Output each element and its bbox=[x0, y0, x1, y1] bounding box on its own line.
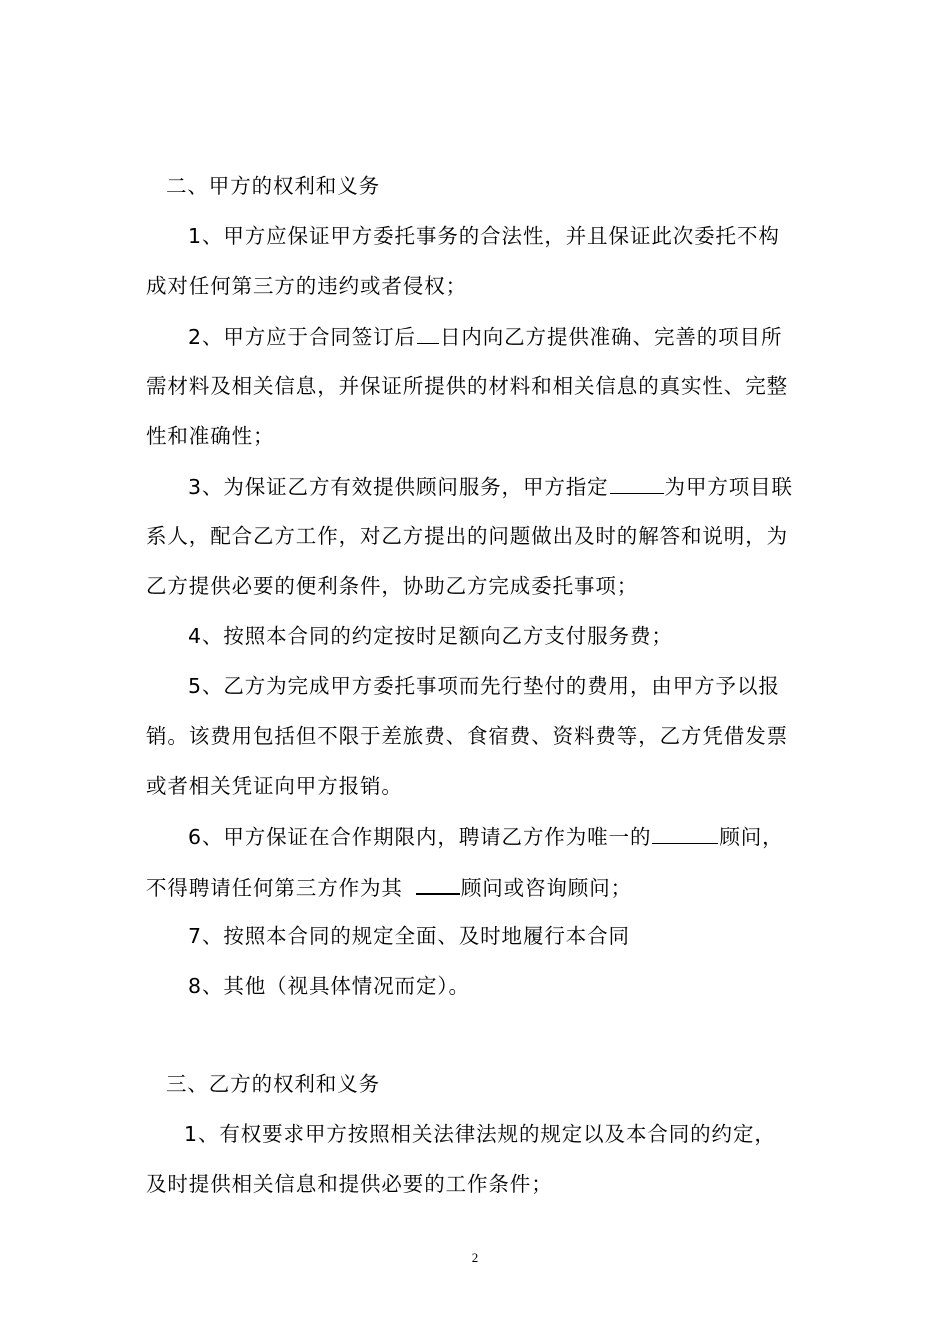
clause-2-line-1 bbox=[188, 321, 858, 351]
clause-5-line-1: 5、乙方为完成甲方委托事项而先行垫付的费用，由甲方予以报 bbox=[188, 674, 780, 698]
clause-2-text-a: 2、甲方应于合同签订后 bbox=[188, 325, 416, 349]
fill-in-blank bbox=[417, 321, 439, 344]
fill-in-blank bbox=[652, 821, 718, 844]
clause-5-line-2: 销。该费用包括但不限于差旅费、食宿费、资料费等，乙方凭借发票 bbox=[146, 724, 788, 748]
clause-3-text-b: 为甲方项目联 bbox=[664, 475, 793, 499]
s3-clause-1-line-1: 1、有权要求甲方按照相关法律法规的规定以及本合同的约定， bbox=[184, 1122, 776, 1146]
clause-3-line-1 bbox=[188, 471, 858, 501]
clause-6-text-a: 6、甲方保证在合作期限内，聘请乙方作为唯一的 bbox=[188, 825, 652, 849]
fill-in-blank bbox=[610, 471, 664, 494]
clause-8: 8、其他（视具体情况而定）。 bbox=[188, 974, 470, 998]
clause-6-text-c: 不得聘请任何第三方作为其 bbox=[146, 876, 403, 900]
section-heading-3: 三、乙方的权利和义务 bbox=[166, 1072, 380, 1096]
clause-4: 4、按照本合同的约定按时足额向乙方支付服务费； bbox=[188, 624, 673, 648]
clause-2-line-3: 性和准确性； bbox=[146, 424, 275, 448]
clause-6-line-2 bbox=[146, 871, 816, 901]
clause-2-line-2: 需材料及相关信息，并保证所提供的材料和相关信息的真实性、完整 bbox=[146, 374, 788, 398]
clause-1-line-2: 成对任何第三方的违约或者侵权； bbox=[146, 274, 467, 298]
clause-6-text-b: 顾问， bbox=[719, 825, 784, 849]
fill-in-blank bbox=[416, 871, 460, 895]
clause-3-line-2: 系人，配合乙方工作，对乙方提出的问题做出及时的解答和说明，为 bbox=[146, 524, 788, 548]
clause-2-text-b: 日内向乙方提供准确、完善的项目所 bbox=[439, 325, 783, 349]
page-number: 2 bbox=[471, 1250, 479, 1265]
clause-6-text-d: 顾问或咨询顾问； bbox=[460, 876, 633, 900]
s3-clause-1-line-2: 及时提供相关信息和提供必要的工作条件； bbox=[146, 1172, 553, 1196]
clause-6-line-1 bbox=[188, 821, 858, 851]
section-heading-2: 二、甲方的权利和义务 bbox=[166, 174, 380, 198]
clause-7: 7、按照本合同的规定全面、及时地履行本合同 bbox=[188, 924, 630, 948]
clause-5-line-3: 或者相关凭证向甲方报销。 bbox=[146, 774, 403, 798]
clause-3-text-a: 3、为保证乙方有效提供顾问服务，甲方指定 bbox=[188, 475, 609, 499]
clause-3-line-3: 乙方提供必要的便利条件，协助乙方完成委托事项； bbox=[146, 574, 639, 598]
clause-1-line-1: 1、甲方应保证甲方委托事务的合法性，并且保证此次委托不构 bbox=[188, 224, 780, 248]
